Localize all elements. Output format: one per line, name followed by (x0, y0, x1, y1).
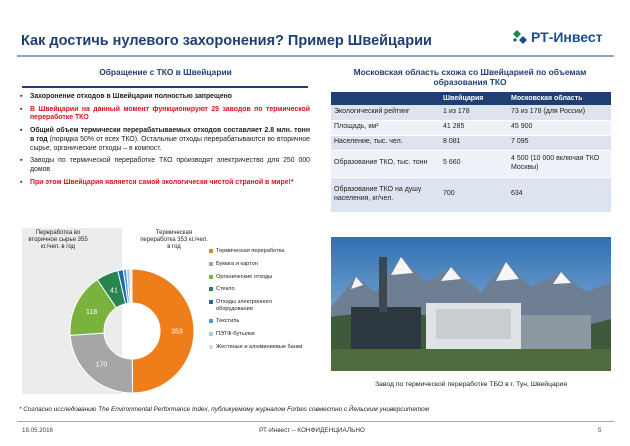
photo-caption: Завод по термической переработке ТБО в г. Тун, Швейцария (374, 381, 568, 388)
page-title: Как достичь нулевого захоронения? Пример Швейцарии (21, 33, 432, 49)
slice-data-label: 41 (110, 287, 118, 295)
legend-swatch (209, 287, 213, 291)
legend-label: Отходы электронного оборудования (216, 299, 273, 312)
table-cell: 7 095 (508, 135, 611, 150)
recycled-group-label: Переработка во вторичное сырье 355 кг./чел. в год (28, 230, 88, 250)
table-cell: 8 081 (440, 135, 508, 150)
table-row (331, 177, 611, 212)
legend-label: ПЭТФ-бутылки (216, 331, 255, 338)
slice-data-label: 170 (95, 361, 108, 369)
table-row (331, 150, 611, 177)
legend-swatch (209, 332, 213, 336)
page-number: 5 (598, 427, 602, 434)
comparison-table (331, 92, 611, 213)
bullet-list (20, 93, 310, 191)
legend-item (209, 331, 309, 338)
title-divider (17, 55, 614, 57)
legend-swatch (209, 300, 213, 304)
thermal-group-label: Термическая переработка 353 кг./чел. в год (140, 230, 208, 250)
legend-swatch (209, 249, 213, 253)
table-cell: Экологический рейтинг (331, 105, 440, 120)
left-subtitle-divider (22, 86, 308, 88)
chart-legend (209, 248, 309, 357)
table-cell: 41 285 (440, 120, 508, 135)
table-cell: 5 660 (440, 150, 508, 177)
footer-confidential: РТ-Инвест – КОНФИДЕНЦИАЛЬНО (259, 427, 365, 434)
bullet-item: ▪ Общий объем термически перерабатываемых отходов составляет 2.8 млн. тонн в год (порядка 50% от всех ТКО). Остальные отходы перерабатываются во вторичное сырье, органические отходы – в компост. (20, 127, 310, 153)
logo-text: РТ-Инвест (531, 29, 603, 45)
table-cell: 634 (508, 177, 611, 212)
donut-slice (132, 269, 194, 393)
waste-donut-chart (22, 226, 317, 396)
legend-swatch (209, 275, 213, 279)
table-cell: Население, тыс. чел. (331, 135, 440, 150)
slice-data-label: 118 (85, 308, 98, 316)
table-cell: 73 из 178 (для России) (508, 105, 611, 120)
left-subtitle: Обращение с ТКО в Швейцарии (99, 67, 232, 77)
footer-divider (17, 421, 614, 422)
legend-item (209, 274, 309, 281)
bullet-item: ▪ Заводы по термической переработке ТКО производят электричество для 250 000 домов (20, 157, 310, 174)
legend-label: Стекло (216, 286, 235, 293)
right-subtitle: Московская область схожа со Швейцарией по объемам образования ТКО (353, 67, 587, 87)
donut-svg (22, 226, 212, 396)
bullet-item: ▪ При этом Швейцария является самой экологически чистой страной в мире!* (20, 179, 310, 188)
footer-date: 18.05.2016 (22, 427, 53, 434)
legend-item (209, 261, 309, 268)
table-row (331, 135, 611, 150)
legend-item (209, 318, 309, 325)
legend-label: Жестяные и алюминиевые банки (216, 344, 303, 351)
footnote: * Согласно исследованию The Environmental Performance Index, публикуемому журналом Forbes совместно с Йельским университетом (19, 406, 430, 413)
table-cell: Образование ТКО на душу населения, кг/чел. (331, 177, 440, 212)
table-cell: Образование ТКО, тыс. тонн (331, 150, 440, 177)
legend-item (209, 248, 309, 255)
legend-item (209, 299, 309, 312)
legend-swatch (209, 319, 213, 323)
company-logo (512, 29, 603, 45)
bullet-item: ▪ Захоронение отходов в Швейцарии полностью запрещено (20, 93, 310, 102)
legend-item (209, 344, 309, 351)
table-cell: 1 из 178 (440, 105, 508, 120)
legend-label: Органические отходы (216, 273, 273, 280)
table-header-cell: Московская область (508, 92, 611, 105)
legend-label: Текстиль (216, 318, 240, 325)
plant-photo-image (331, 237, 611, 371)
table-cell: Площадь, км² (331, 120, 440, 135)
legend-label: Бумага и картон (216, 260, 258, 267)
logo-icon (512, 29, 528, 45)
table-cell: 4 500 (10 000 включая ТКО Москвы) (508, 150, 611, 177)
table-header-cell (331, 92, 440, 105)
table-header-cell: Швейцария (440, 92, 508, 105)
table-row (331, 120, 611, 135)
table-header-row (331, 92, 611, 105)
slice-data-label: 353 (171, 328, 183, 336)
plant-photo (331, 237, 611, 371)
bullet-item: ▪ В Швейцарии на данный момент функционируют 29 заводов по термической переработке ТКО (20, 106, 310, 123)
legend-item (209, 286, 309, 293)
table-cell: 45 900 (508, 120, 611, 135)
table-cell: 700 (440, 177, 508, 212)
legend-swatch (209, 345, 213, 349)
legend-swatch (209, 262, 213, 266)
table-row (331, 105, 611, 120)
legend-label: Термическая переработка (216, 248, 285, 254)
